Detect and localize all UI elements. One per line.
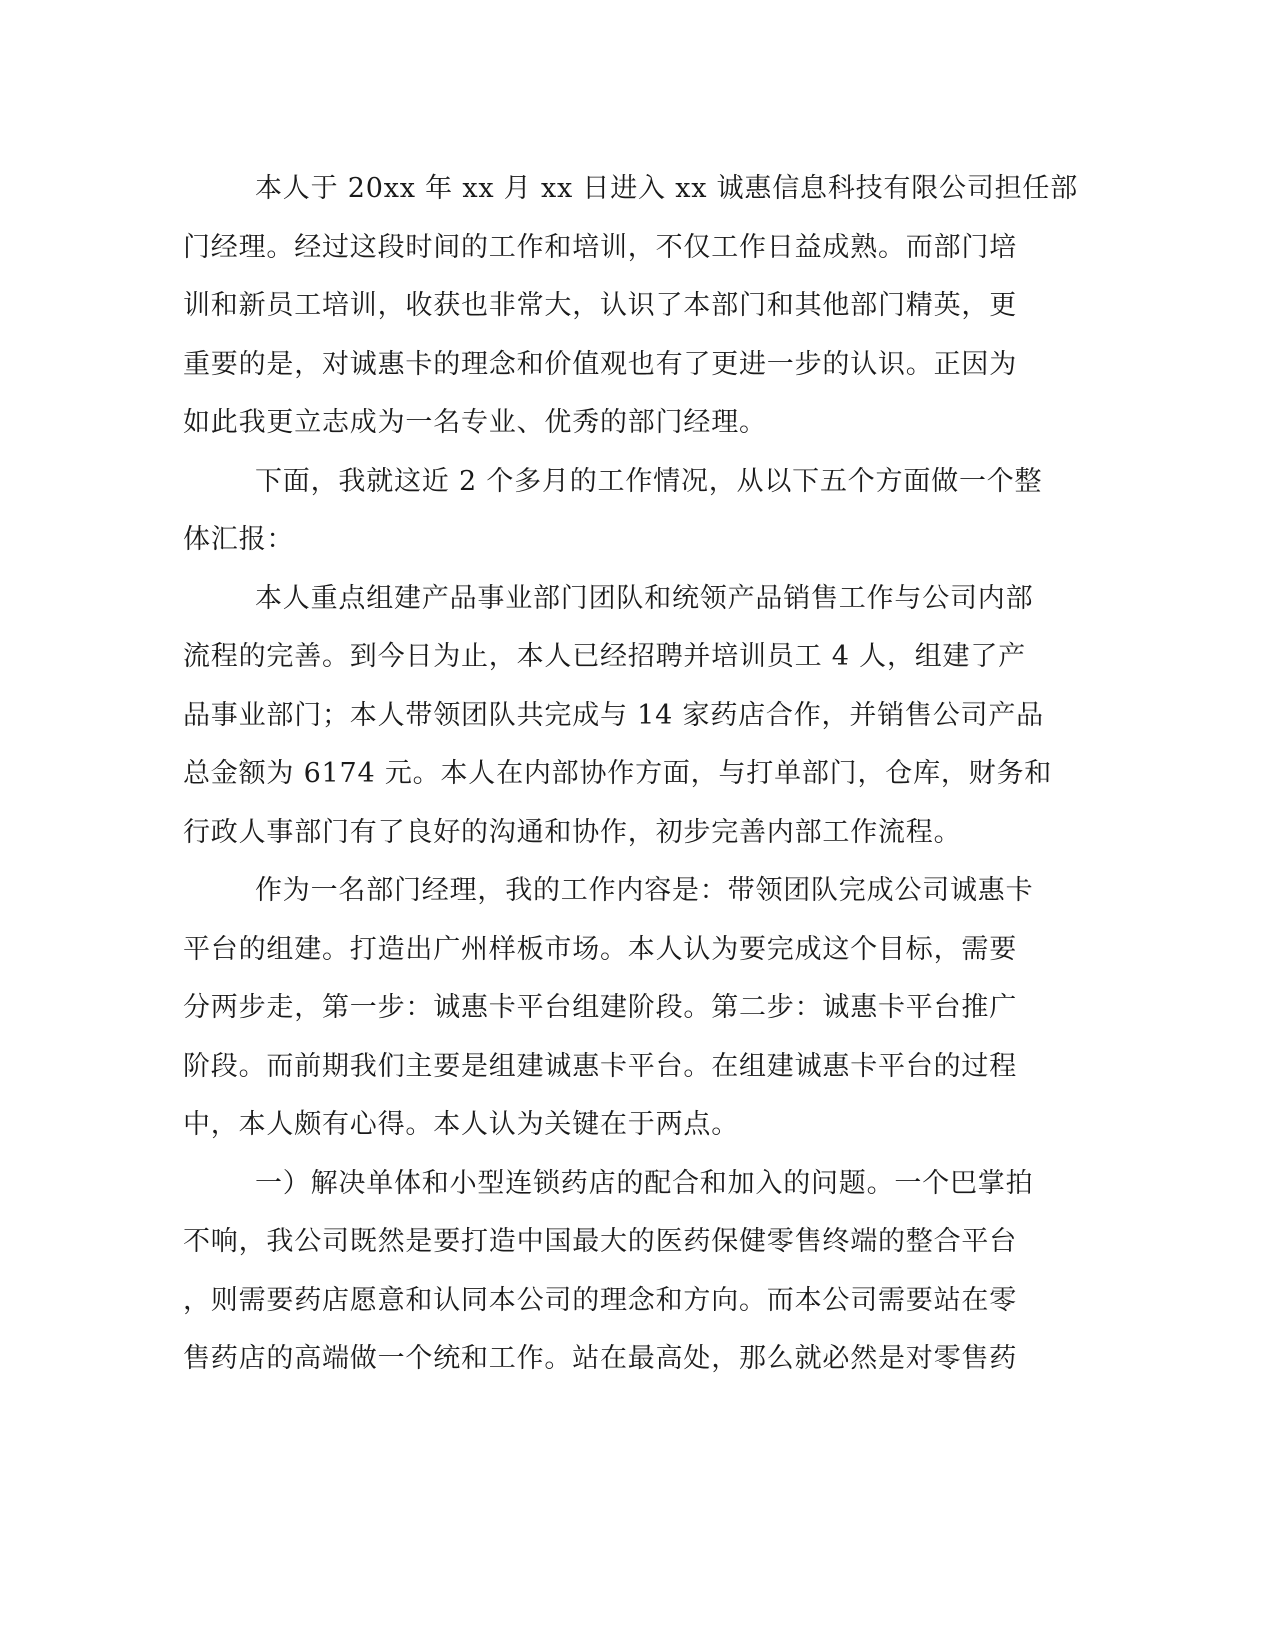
paragraph-line: 如此我更立志成为一名专业、优秀的部门经理。 (183, 407, 767, 438)
paragraph-line: 流程的完善。到今日为止，本人已经招聘并培训员工 4 人，组建了产 (183, 641, 1026, 672)
paragraph-line: 体汇报： (183, 524, 295, 555)
paragraph-line: 总金额为 6174 元。本人在内部协作方面，与打单部门，仓库，财务和 (183, 758, 1053, 789)
paragraph-line: 本人于 20xx 年 xx 月 xx 日进入 xx 诚惠信息科技有限公司担任部 (255, 173, 1079, 204)
paragraph-line: 本人重点组建产品事业部门团队和统领产品销售工作与公司内部 (255, 582, 1034, 614)
paragraph-line: 售药店的高端做一个统和工作。站在最高处，那么就必然是对零售药 (183, 1343, 1017, 1374)
paragraph-line: 下面，我就这近 2 个多月的工作情况，从以下五个方面做一个整 (255, 465, 1043, 497)
paragraph-line: 阶段。而前期我们主要是组建诚惠卡平台。在组建诚惠卡平台的过程 (183, 1050, 1017, 1082)
paragraph-line: 一）解决单体和小型连锁药店的配合和加入的问题。一个巴掌拍 (255, 1167, 1034, 1199)
paragraph-line: 行政人事部门有了良好的沟通和协作，初步完善内部工作流程。 (183, 816, 962, 848)
paragraph-line: 平台的组建。打造出广州样板市场。本人认为要完成这个目标，需要 (183, 933, 1017, 965)
paragraph-line: 中，本人颇有心得。本人认为关键在于两点。 (183, 1109, 739, 1140)
paragraph-line: 门经理。经过这段时间的工作和培训，不仅工作日益成熟。而部门培 (183, 231, 1017, 263)
paragraph-line: 作为一名部门经理，我的工作内容是：带领团队完成公司诚惠卡 (255, 875, 1034, 906)
paragraph-line: 训和新员工培训，收获也非常大，认识了本部门和其他部门精英，更 (183, 290, 1017, 321)
paragraph-line: 重要的是，对诚惠卡的理念和价值观也有了更进一步的认识。正因为 (183, 348, 1017, 380)
paragraph-line: 品事业部门；本人带领团队共完成与 14 家药店合作，并销售公司产品 (183, 699, 1044, 731)
paragraph-line: ，则需要药店愿意和认同本公司的理念和方向。而本公司需要站在零 (183, 1284, 1017, 1316)
document-body (183, 160, 1079, 1389)
paragraph-line: 分两步走，第一步：诚惠卡平台组建阶段。第二步：诚惠卡平台推广 (183, 992, 1017, 1023)
paragraph-line: 不响，我公司既然是要打造中国最大的医药保健零售终端的整合平台 (183, 1226, 1017, 1257)
